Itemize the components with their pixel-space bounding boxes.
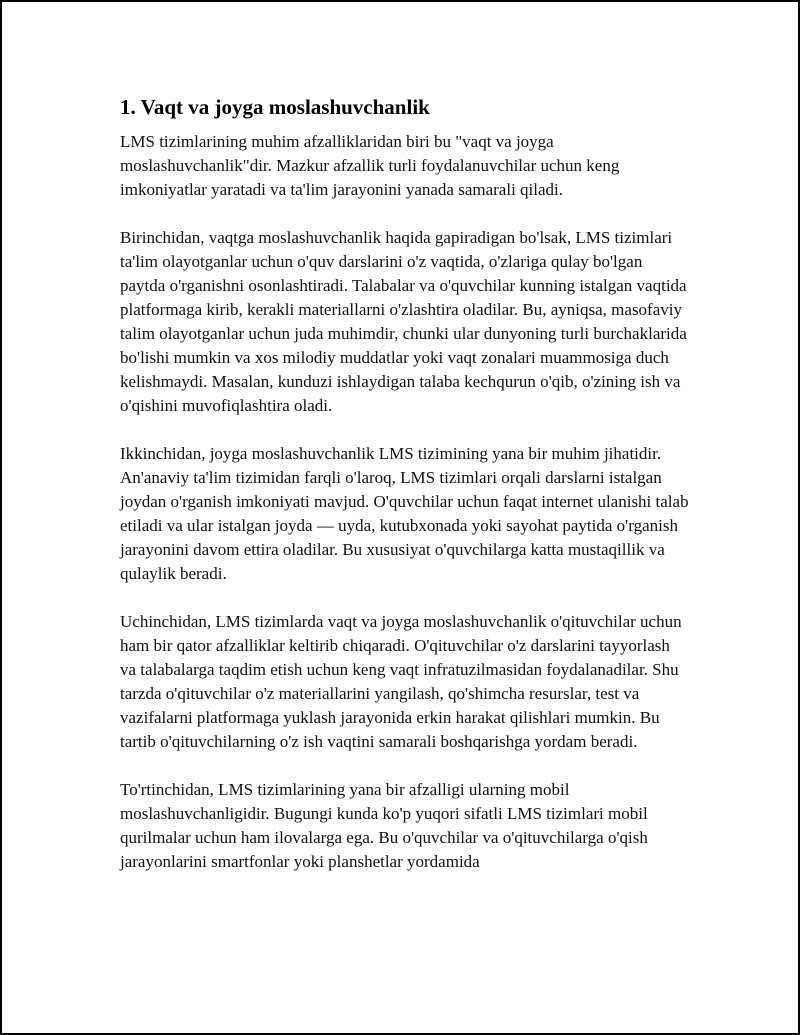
paragraph-mobile-flexibility: To'rtinchidan, LMS tizimlarining yana bir afzalligi ularning mobil moslashuvchanligidir. Bugungi kunda ko'p yuqori sifatli LMS tizimlari mobil qurilmalar uchun ham ilovalarga ega. Bu o'quvchilar va o'qituvchilarga o'qish jarayonlarini smartfonlar yoki planshetlar yordamida (120, 780, 648, 871)
paragraph-teacher-benefits: Uchinchidan, LMS tizimlarda vaqt va joyga moslashuvchanlik o'qituvchilar uchun ham bir qator afzalliklar keltirib chiqaradi. O'qituvchilar o'z darslarini tayyorlash va talabalarga taqdim etish uchun keng vaqt infratuzilmasidan foydalanadilar. Shu tarzda o'qituvchilar o'z materiallarini yangilash, qo'shimcha resurslar, test va vazifalarni platformaga yuklash jarayonida erkin harakat qilishlari mumkin. Bu tartib o'qituvchilarning o'z ish vaqtini samarali boshqarishga yordam beradi. (120, 612, 682, 751)
document-body (120, 94, 690, 898)
paragraph-intro: LMS tizimlarining muhim afzalliklaridan biri bu "vaqt va joyga moslashuvchanlik"dir. Mazkur afzallik turli foydalanuvchilar uchun keng imkoniyatlar yaratadi va ta'lim jarayonini yanada samarali qiladi. (120, 132, 620, 199)
section-heading: 1. Vaqt va joyga moslashuvchanlik (120, 95, 430, 119)
paragraph-time-flexibility: Birinchidan, vaqtga moslashuvchanlik haqida gapiradigan bo'lsak, LMS tizimlari ta'lim olayotganlar uchun o'quv darslarini o'z vaqtida, o'zlariga qulay bo'lgan paytda o'rganishni osonlashtiradi. Talabalar va o'quvchilar kunning istalgan vaqtida platformaga kirib, kerakli materiallarni o'zlashtira oladilar. Bu, ayniqsa, masofaviy talim olayotganlar uchun juda muhimdir, chunki ular dunyoning turli burchaklarida bo'lishi mumkin va xos milodiy muddatlar yoki vaqt zonalari muammosiga duch kelishmaydi. Masalan, kunduzi ishlaydigan talaba kechqurun o'qib, o'zining ish va o'qishini muvofiqlashtira oladi. (120, 228, 687, 415)
paragraph-place-flexibility: Ikkinchidan, joyga moslashuvchanlik LMS tizimining yana bir muhim jihatidir. An'anaviy ta'lim tizimidan farqli o'laroq, LMS tizimlari orqali darslarni istalgan joydan o'rganish imkoniyati mavjud. O'quvchilar uchun faqat internet ulanishi talab etiladi va ular istalgan joyda — uyda, kutubxonada yoki sayohat paytida o'rganish jarayonini davom ettira oladilar. Bu xususiyat o'quvchilarga katta mustaqillik va qulaylik beradi. (120, 444, 689, 583)
